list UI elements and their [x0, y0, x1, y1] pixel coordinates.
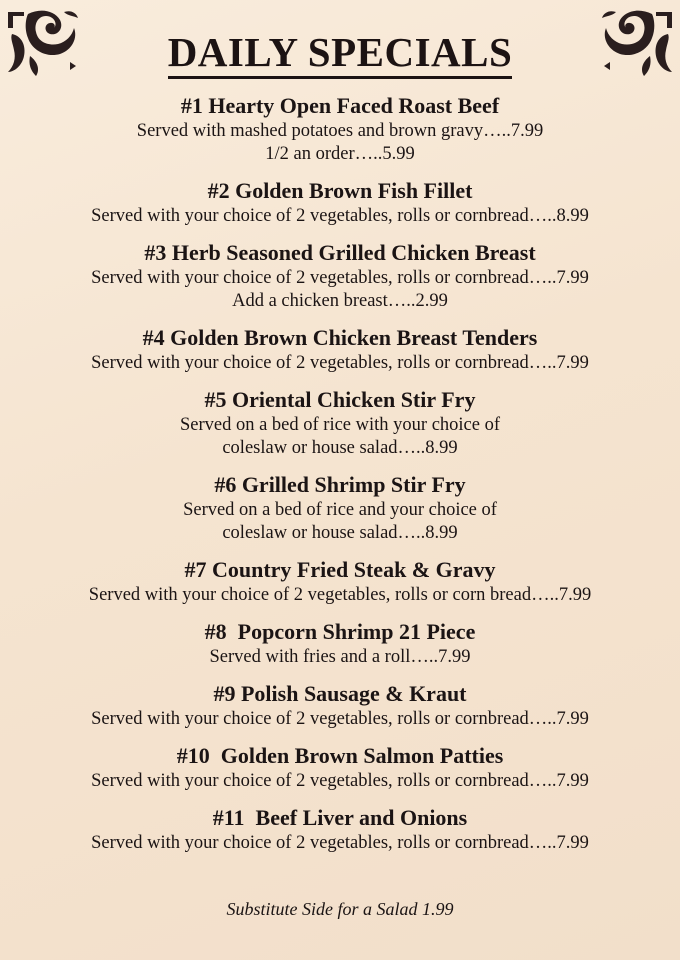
item-description: Served with your choice of 2 vegetables, rolls or cornbread…..7.99: [91, 709, 589, 729]
page-title-text: DAILY SPECIALS: [168, 29, 513, 79]
item-description: coleslaw or house salad…..8.99: [222, 438, 458, 458]
item-name: #10 Golden Brown Salmon Patties: [176, 743, 504, 768]
footer-note: Substitute Side for a Salad 1.99: [226, 899, 454, 919]
item-name: #8 Popcorn Shrimp 21 Piece: [204, 619, 476, 644]
item-description: Served with your choice of 2 vegetables, rolls or cornbread…..7.99: [91, 833, 589, 853]
item-spacer: [0, 545, 680, 556]
item-description: Served on a bed of rice with your choice of: [179, 415, 501, 435]
list-item: [0, 386, 680, 460]
item-spacer: [0, 375, 680, 386]
item-name: #9 Polish Sausage & Kraut: [213, 681, 467, 706]
list-item: [0, 177, 680, 228]
item-description: Served with your choice of 2 vegetables, rolls or cornbread…..7.99: [91, 771, 589, 791]
list-item: [0, 324, 680, 375]
item-name: #11 Beef Liver and Onions: [212, 805, 468, 830]
item-spacer: [0, 228, 680, 239]
list-item: [0, 239, 680, 313]
item-description: Served with your choice of 2 vegetables, rolls or cornbread…..8.99: [91, 206, 589, 226]
item-description: Served with mashed potatoes and brown gravy…..7.99: [136, 121, 544, 141]
list-item: [0, 804, 680, 855]
item-spacer: [0, 166, 680, 177]
item-description: Add a chicken breast…..2.99: [232, 291, 448, 311]
item-name: #6 Grilled Shrimp Stir Fry: [214, 472, 466, 497]
item-description: Served with fries and a roll…..7.99: [209, 647, 471, 667]
page-title: [0, 28, 680, 76]
list-item: [0, 556, 680, 607]
item-name: #7 Country Fried Steak & Gravy: [184, 557, 496, 582]
list-item: [0, 92, 680, 166]
item-spacer: [0, 669, 680, 680]
item-description: Served with your choice of 2 vegetables, rolls or cornbread…..7.99: [91, 268, 589, 288]
item-spacer: [0, 607, 680, 618]
list-item: [0, 742, 680, 793]
item-spacer: [0, 313, 680, 324]
item-name: #4 Golden Brown Chicken Breast Tenders: [142, 325, 538, 350]
item-name: #3 Herb Seasoned Grilled Chicken Breast: [144, 240, 536, 265]
item-spacer: [0, 793, 680, 804]
item-name: #1 Hearty Open Faced Roast Beef: [180, 93, 500, 118]
list-item: [0, 618, 680, 669]
item-spacer: [0, 460, 680, 471]
item-description: coleslaw or house salad…..8.99: [222, 523, 458, 543]
item-description: Served with your choice of 2 vegetables, rolls or corn bread…..7.99: [88, 585, 592, 605]
list-item: [0, 471, 680, 545]
item-description: Served on a bed of rice and your choice of: [183, 500, 497, 520]
list-item: [0, 680, 680, 731]
item-spacer: [0, 731, 680, 742]
item-name: #2 Golden Brown Fish Fillet: [207, 178, 473, 203]
item-description: 1/2 an order…..5.99: [265, 144, 415, 164]
item-name: #5 Oriental Chicken Stir Fry: [204, 387, 476, 412]
item-description: Served with your choice of 2 vegetables, rolls or cornbread…..7.99: [91, 353, 589, 373]
specials-list: [0, 92, 680, 855]
